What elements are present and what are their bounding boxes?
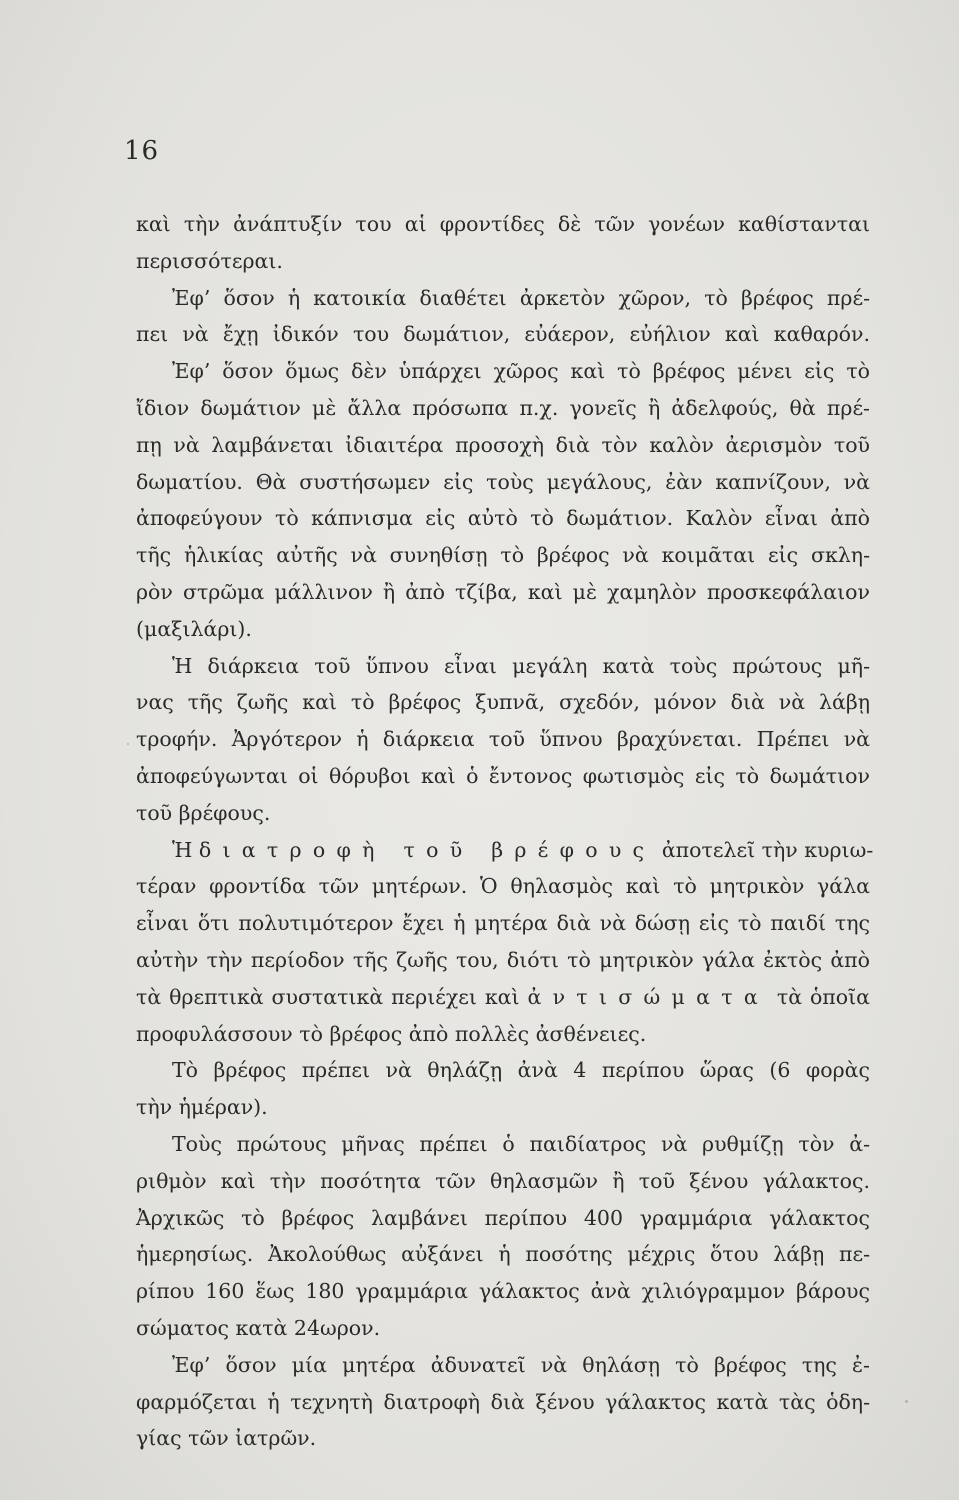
text-line: ἴδιον δωμάτιον μὲ ἄλλα πρόσωπα π.χ. γονεῖς ἢ ἀδελφούς, θὰ πρέ- [136,395,870,420]
text-line: τοῦ βρέφους. [136,800,271,825]
text-line: ἀποφεύγουν τὸ κάπνισμα εἰς αὐτὸ τὸ δωμάτιον. Καλὸν εἶναι ἀπὸ [136,506,870,531]
text-line: Ἡ διάρκεια τοῦ ὕπνου εἶναι μεγάλη κατὰ τοὺς πρώτους μῆ- [172,653,870,678]
text-line: Ἡ διατροφὴ τοῦ βρέφους ἀποτελεῖ τὴν κυριω- [172,837,874,862]
text-line: νας τῆς ζωῆς καὶ τὸ βρέφος ξυπνᾶ, σχεδόν, μόνον διὰ νὰ λάβῃ [136,690,870,715]
text-line: δωματίου. Θὰ συστήσωμεν εἰς τοὺς μεγάλους, ἐὰν καπνίζουν, νὰ [136,469,870,494]
text-line: Ἐφ’ ὅσον ὅμως δὲν ὑπάρχει χῶρος καὶ τὸ βρέφος μένει εἰς τὸ [172,359,870,384]
text-line: ριθμὸν καὶ τὴν ποσότητα τῶν θηλασμῶν ἢ τοῦ ξένου γάλακτος. [136,1168,870,1193]
text-line: καὶ τὴν ἀνάπτυξίν του αἱ φροντίδες δὲ τῶν γονέων καθίστανται [136,212,870,236]
text-line: τὴν ἡμέραν). [136,1095,268,1120]
paper-speck [127,743,129,745]
spaced-word: ἀντισώματα [527,984,769,1009]
paper-speck [905,1400,908,1403]
text-line: σώματος κατὰ 24ωρον. [136,1315,381,1340]
body-text [136,206,874,1457]
text-line: φαρμόζεται ἡ τεχνητὴ διατροφὴ διὰ ξένου γάλακτος κατὰ τὰς ὁδη- [136,1389,870,1414]
page-number: 16 [124,136,160,166]
text-line: τέραν φροντίδα τῶν μητέρων. Ὁ θηλασμὸς καὶ τὸ μητρικὸν γάλα [136,874,870,899]
text-line: γίας τῶν ἰατρῶν. [136,1426,317,1451]
text-line: περισσότεραι. [136,248,283,273]
text-line: πει νὰ ἔχῃ ἰδικόν του δωμάτιον, εὐάερον, εὐήλιον καὶ καθαρόν. [136,322,870,347]
text-line: πῃ νὰ λαμβάνεται ἰδιαιτέρα προσοχὴ διὰ τὸν καλὸν ἀερισμὸν τοῦ [136,432,870,457]
text-line: Ἀρχικῶς τὸ βρέφος λαμβάνει περίπου 400 γραμμάρια γάλακτος [136,1205,870,1230]
text-block-housing-sleep [136,206,870,832]
text-line: τὰ θρεπτικὰ συστατικὰ περιέχει καὶ ἀντισώματα τὰ ὁποῖα [136,984,870,1009]
text-line: ρὸν στρῶμα μάλλινον ἢ ἀπὸ τζίβα, καὶ μὲ χαμηλὸν προσκεφάλαιον [136,579,870,604]
text-line: Ἐφ’ ὅσον ἡ κατοικία διαθέτει ἀρκετὸν χῶρον, τὸ βρέφος πρέ- [172,285,870,310]
text-line: ρίπου 160 ἕως 180 γραμμάρια γάλακτος ἀνὰ χιλιόγραμμον βάρους [136,1279,870,1304]
text-line: προφυλάσσουν τὸ βρέφος ἀπὸ πολλὲς ἀσθένειες. [136,1021,647,1046]
text-line: Τοὺς πρώτους μῆνας πρέπει ὁ παιδίατρος νὰ ρυθμίζῃ τὸν ἀ- [172,1131,870,1156]
text-line: (μαξιλάρι). [136,616,252,641]
text-line: ἡμερησίως. Ἀκολούθως αὐξάνει ἡ ποσότης μέχρις ὅτου λάβῃ πε- [136,1242,870,1267]
text-line: εἶναι ὅτι πολυτιμότερον ἔχει ἡ μητέρα διὰ νὰ δώσῃ εἰς τὸ παιδί της [136,911,870,936]
text-line: Ἐφ’ ὅσον μία μητέρα ἀδυνατεῖ νὰ θηλάσῃ τὸ βρέφος της ἐ- [172,1352,870,1377]
text-block-feeding [136,1052,870,1457]
text-line: τῆς ἡλικίας αὐτῆς νὰ συνηθίσῃ τὸ βρέφος νὰ κοιμᾶται εἰς σκλη- [136,543,870,568]
text-line: τροφήν. Ἀργότερον ἡ διάρκεια τοῦ ὕπνου βραχύνεται. Πρέπει νὰ [136,727,870,752]
text-line: Τὸ βρέφος πρέπει νὰ θηλάζῃ ἀνὰ 4 περίπου ὥρας (6 φορὰς [172,1058,870,1083]
text-line: αὐτὴν τὴν περίοδον τῆς ζωῆς του, διότι τὸ μητρικὸν γάλα ἐκτὸς ἀπὸ [136,947,870,972]
spaced-heading: διατροφὴ τοῦ βρέφους [198,837,656,862]
text-line: ἀποφεύγωνται οἱ θόρυβοι καὶ ὁ ἔντονος φωτισμὸς εἰς τὸ δωμάτιον [136,763,870,788]
